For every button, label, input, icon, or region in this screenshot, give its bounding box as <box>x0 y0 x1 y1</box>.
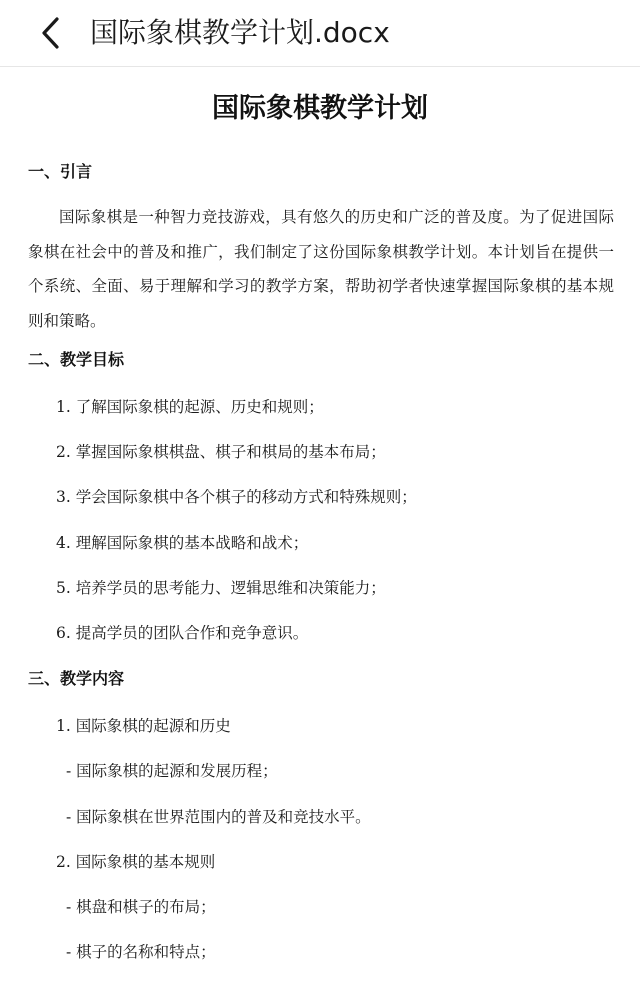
content-topic: 2. 国际象棋的基本规则 <box>56 853 216 871</box>
content-topic: 1. 国际象棋的起源和历史 <box>56 717 231 735</box>
top-bar <box>0 0 640 67</box>
document-title: 国际象棋教学计划 <box>212 93 428 124</box>
goal-item: 4. 理解国际象棋的基本战略和战术； <box>56 534 309 552</box>
chevron-left-icon <box>39 15 63 51</box>
goal-item: 6. 提高学员的团队合作和竞争意识。 <box>56 624 309 642</box>
intro-paragraph: 国际象棋是一种智力竞技游戏，具有悠久的历史和广泛的普及度。为了促进国际象棋在社会中的普及和推广，我们制定了这份国际象棋教学计划。本计划旨在提供一个系统、全面、易于理解和学习的教学方案，帮助初学者快速掌握国际象棋的基本规则和策略。 <box>28 208 614 330</box>
content-subitem: - 国际象棋在世界范围内的普及和竞技水平。 <box>66 808 371 826</box>
section-heading-goals: 二、教学目标 <box>28 350 125 369</box>
document-body[interactable] <box>0 67 640 999</box>
content-subitem: - 棋子的名称和特点； <box>66 943 216 961</box>
content-subitem: - 国际象棋的起源和发展历程； <box>66 762 278 780</box>
goal-item: 1. 了解国际象棋的起源、历史和规则； <box>56 398 324 416</box>
section-heading-intro: 一、引言 <box>28 162 93 181</box>
section-heading-content: 三、教学内容 <box>28 669 125 688</box>
goal-item: 3. 学会国际象棋中各个棋子的移动方式和特殊规则； <box>56 488 417 506</box>
goal-item: 5. 培养学员的思考能力、逻辑思维和决策能力； <box>56 579 386 597</box>
goal-item: 2. 掌握国际象棋棋盘、棋子和棋局的基本布局； <box>56 443 386 461</box>
back-button[interactable] <box>28 10 74 56</box>
content-subitem: - 棋盘和棋子的布局； <box>66 898 216 916</box>
file-title: 国际象棋教学计划.docx <box>90 16 390 49</box>
